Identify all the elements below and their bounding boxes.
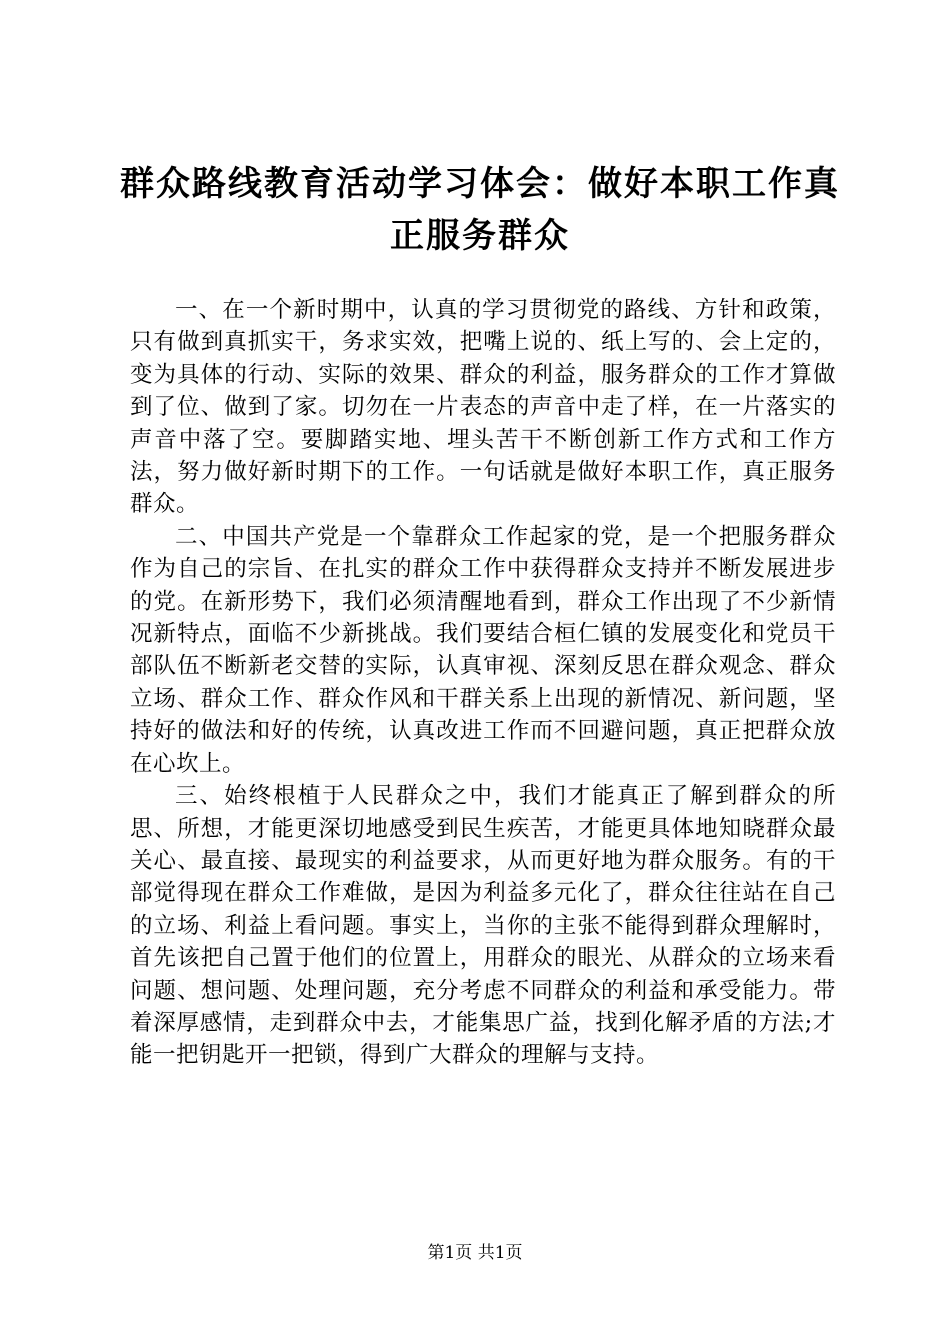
document-title — [120, 158, 840, 262]
paragraph-2: 二、中国共产党是一个靠群众工作起家的党，是一个把服务群众作为自己的宗旨、在扎实的群众工作中获得群众支持并不断发展进步的党。在新形势下，我们必须清醒地看到，群众工作出现了不少新情况新特点，面临不少新挑战。我们要结合桓仁镇的发展变化和党员干部队伍不断新老交替的实际，认真审视、深刻反思在群众观念、群众立场、群众工作、群众作风和干群关系上出现的新情况、新问题，坚持好的做法和好的传统，认真改进工作而不回避问题，真正把群众放在心坎上。 — [130, 523, 836, 777]
page-number-footer: 第1页 共1页 — [427, 1243, 523, 1263]
document-title-line-2: 正服务群众 — [390, 216, 570, 256]
document-body — [130, 294, 836, 1072]
document-title-line-1: 群众路线教育活动学习体会：做好本职工作真 — [120, 164, 840, 204]
paragraph-1: 一、在一个新时期中，认真的学习贯彻党的路线、方针和政策，只有做到真抓实干，务求实效，把嘴上说的、纸上写的、会上定的，变为具体的行动、实际的效果、群众的利益，服务群众的工作才算做到了位、做到了家。切勿在一片表态的声音中走了样，在一片落实的声音中落了空。要脚踏实地、埋头苦干不断创新工作方式和工作方法，努力做好新时期下的工作。一句话就是做好本职工作，真正服务群众。 — [130, 297, 836, 518]
paragraph-3: 三、始终根植于人民群众之中，我们才能真正了解到群众的所思、所想，才能更深切地感受到民生疾苦，才能更具体地知晓群众最关心、最直接、最现实的利益要求，从而更好地为群众服务。有的干部觉得现在群众工作难做，是因为利益多元化了，群众往往站在自己的立场、利益上看问题。事实上，当你的主张不能得到群众理解时，首先该把自己置于他们的位置上，用群众的眼光、从群众的立场来看问题、想问题、处理问题，充分考虑不同群众的利益和承受能力。带着深厚感情，走到群众中去，才能集思广益，找到化解矛盾的方法;才能一把钥匙开一把锁，得到广大群众的理解与支持。 — [130, 783, 836, 1069]
